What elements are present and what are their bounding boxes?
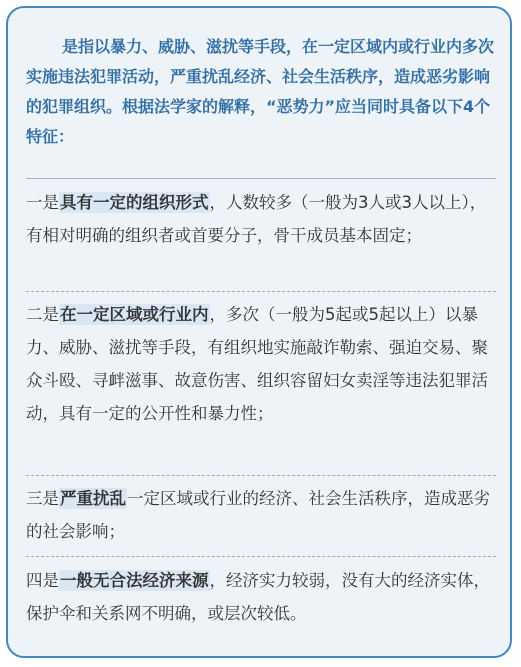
- feature-item-1: [26, 186, 498, 252]
- feature-prefix: 一是: [26, 193, 59, 212]
- info-card: [6, 6, 512, 658]
- intro-text: 是指以暴力、威胁、滋扰等手段，在一定区域内或行业内多次实施违法犯罪活动，严重扰乱经济、社会生活秩序，造成恶劣影响的犯罪组织。根据法学家的解释，“恶势力”应当同时具备以下4个特征：: [26, 37, 495, 146]
- feature-text: 一定区域或行业的经济、社会生活秩序，造成恶劣的社会影响；: [26, 489, 490, 541]
- feature-prefix: 四是: [26, 571, 59, 590]
- feature-highlight: 一般无合法经济来源: [60, 571, 209, 590]
- feature-highlight: 严重扰乱: [60, 489, 126, 508]
- feature-text: ，多次（一般为5起或5起以上）以暴力、威胁、滋扰等手段，有组织地实施敲诈勒索、强迫交易、聚众斗殴、寻衅滋事、故意伤害、组织容留妇女卖淫等违法犯罪活动，具有一定的公开性和暴力性；: [26, 305, 488, 423]
- divider: [26, 178, 496, 179]
- feature-text: ，人数较多（一般为3人或3人以上），有相对明确的组织者或首要分子，骨干成员基本固定；: [26, 193, 487, 245]
- feature-text: ，经济实力较弱，没有大的经济实体，保护伞和关系网不明确，或层次较低。: [26, 571, 490, 623]
- divider: [26, 556, 496, 557]
- feature-prefix: 二是: [26, 305, 59, 324]
- feature-item-2: [26, 298, 498, 430]
- feature-item-3: [26, 482, 498, 548]
- intro-paragraph: [26, 32, 496, 152]
- feature-item-4: [26, 564, 498, 630]
- divider: [26, 291, 496, 292]
- feature-prefix: 三是: [26, 489, 59, 508]
- feature-highlight: 在一定区域或行业内: [60, 305, 209, 324]
- feature-highlight: 具有一定的组织形式: [60, 193, 209, 212]
- divider: [26, 475, 496, 476]
